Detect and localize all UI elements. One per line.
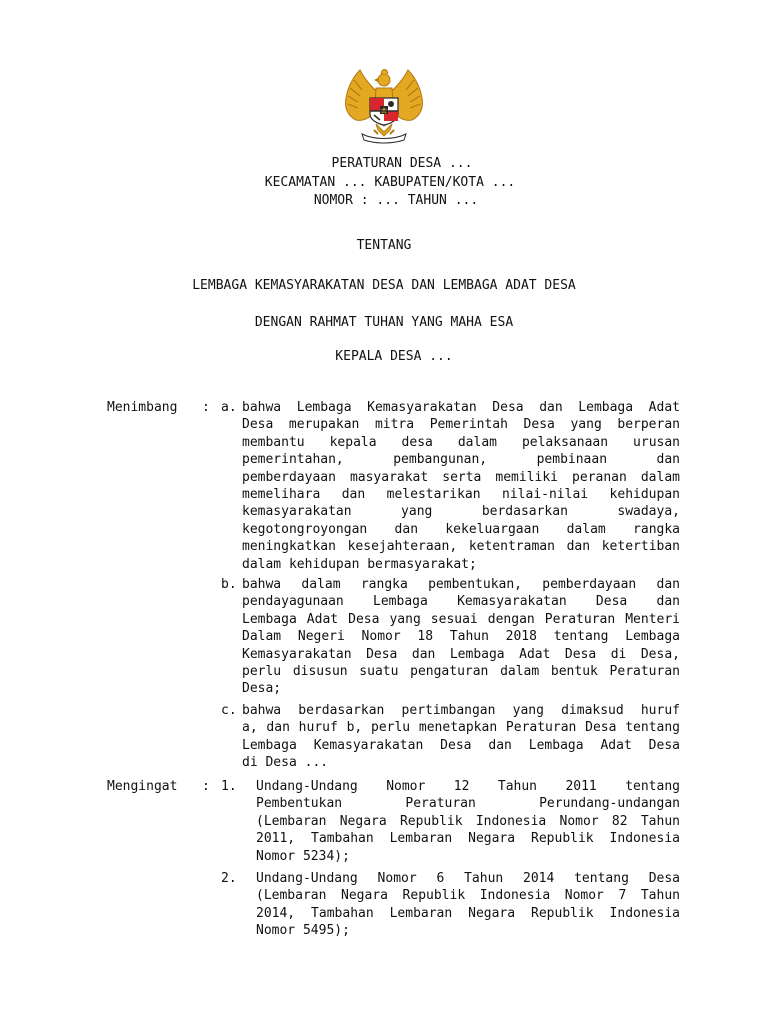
text-line: Pembentukan Peraturan Perundang-undangan — [256, 796, 680, 812]
text-line: (Lembaran Negara Republik Indonesia Nomor 7 Tahun — [256, 888, 680, 904]
text-line: pendayagunaan Lembaga Kemasyarakatan Desa dan — [242, 594, 680, 610]
menimbang-label: Menimbang — [107, 400, 178, 415]
mengingat-marker-1: 1. — [221, 779, 237, 794]
text-line: pemerintahan, pembangunan, pembinaan dan — [242, 452, 680, 468]
text-line: (Lembaran Negara Republik Indonesia Nomor 82 Tahun — [256, 813, 680, 829]
mengingat-item-1 — [256, 778, 680, 865]
title-tentang: TENTANG — [356, 238, 412, 253]
menimbang-colon: : — [202, 400, 210, 415]
title-kecamatan: KECAMATAN ... KABUPATEN/KOTA ... — [264, 175, 516, 190]
text-line: Dalam Negeri Nomor 18 Tahun 2018 tentang Lembaga — [242, 629, 680, 645]
mengingat-marker-2: 2. — [221, 871, 237, 886]
mengingat-item-2 — [256, 870, 680, 940]
text-line: Undang-Undang Nomor 6 Tahun 2014 tentang Desa — [256, 871, 680, 886]
text-line: Nomor 5495); — [256, 923, 350, 939]
text-line: Lembaga Adat Desa yang sesuai dengan Peraturan Menteri — [242, 611, 680, 627]
text-line: Kemasyarakatan Desa dan Lembaga Adat Desa di Desa, — [242, 646, 680, 662]
text-line: Nomor 5234); — [256, 848, 350, 864]
menimbang-item-a — [242, 399, 680, 573]
text-line: kegotongroyongan dan kekeluargaan dalam rangka — [242, 521, 680, 537]
menimbang-marker-b: b. — [221, 577, 237, 592]
title-subject: LEMBAGA KEMASYARAKATAN DESA DAN LEMBAGA ADAT DESA — [192, 278, 576, 293]
text-line: dalam kehidupan bermasyarakat; — [242, 556, 477, 572]
menimbang-item-c — [242, 702, 680, 772]
title-rahmat: DENGAN RAHMAT TUHAN YANG MAHA ESA — [254, 315, 514, 330]
text-line: Desa; — [242, 681, 282, 697]
text-line: kemasyarakatan yang berdasarkan swadaya, — [242, 504, 680, 520]
text-line: Lembaga Kemasyarakatan Desa dan Lembaga Adat Desa — [242, 737, 680, 753]
text-line: 2011, Tambahan Lembaran Negara Republik Indonesia — [256, 831, 680, 847]
text-line: Desa merupakan mitra Pemerintah Desa yang berperan — [242, 417, 680, 433]
mengingat-colon: : — [202, 779, 210, 794]
menimbang-marker-c: c. — [221, 703, 237, 718]
text-line: bahwa dalam rangka pembentukan, pemberdayaan dan — [242, 577, 680, 592]
title-peraturan-desa: PERATURAN DESA ... — [331, 156, 473, 171]
title-nomor: NOMOR : ... TAHUN ... — [313, 193, 479, 208]
text-line: 2014, Tambahan Lembaran Negara Republik Indonesia — [256, 905, 680, 921]
mengingat-label: Mengingat — [107, 779, 178, 794]
text-line: Undang-Undang Nomor 12 Tahun 2011 tentang — [256, 779, 680, 794]
garuda-emblem-icon — [334, 64, 434, 146]
text-line: membantu kepala desa dalam pelaksanaan urusan — [242, 434, 680, 450]
menimbang-item-b — [242, 576, 680, 698]
text-line: memelihara dan melestarikan nilai-nilai kehidupan — [242, 486, 680, 502]
text-line: bahwa Lembaga Kemasyarakatan Desa dan Lembaga Adat — [242, 400, 680, 415]
text-line: bahwa berdasarkan pertimbangan yang dimaksud huruf — [242, 703, 680, 718]
text-line: a, dan huruf b, perlu menetapkan Peraturan Desa tentang — [242, 720, 680, 736]
text-line: pemberdayaan masyarakat serta memiliki peranan dalam — [242, 469, 680, 485]
text-line: meningkatkan kesejahteraan, ketentraman dan ketertiban — [242, 539, 680, 555]
text-line: di Desa ... — [242, 755, 329, 771]
title-kepala-desa: KEPALA DESA ... — [335, 349, 453, 364]
menimbang-marker-a: a. — [221, 400, 237, 415]
text-line: perlu disusun suatu pengaturan dalam bentuk Peraturan — [242, 663, 680, 679]
